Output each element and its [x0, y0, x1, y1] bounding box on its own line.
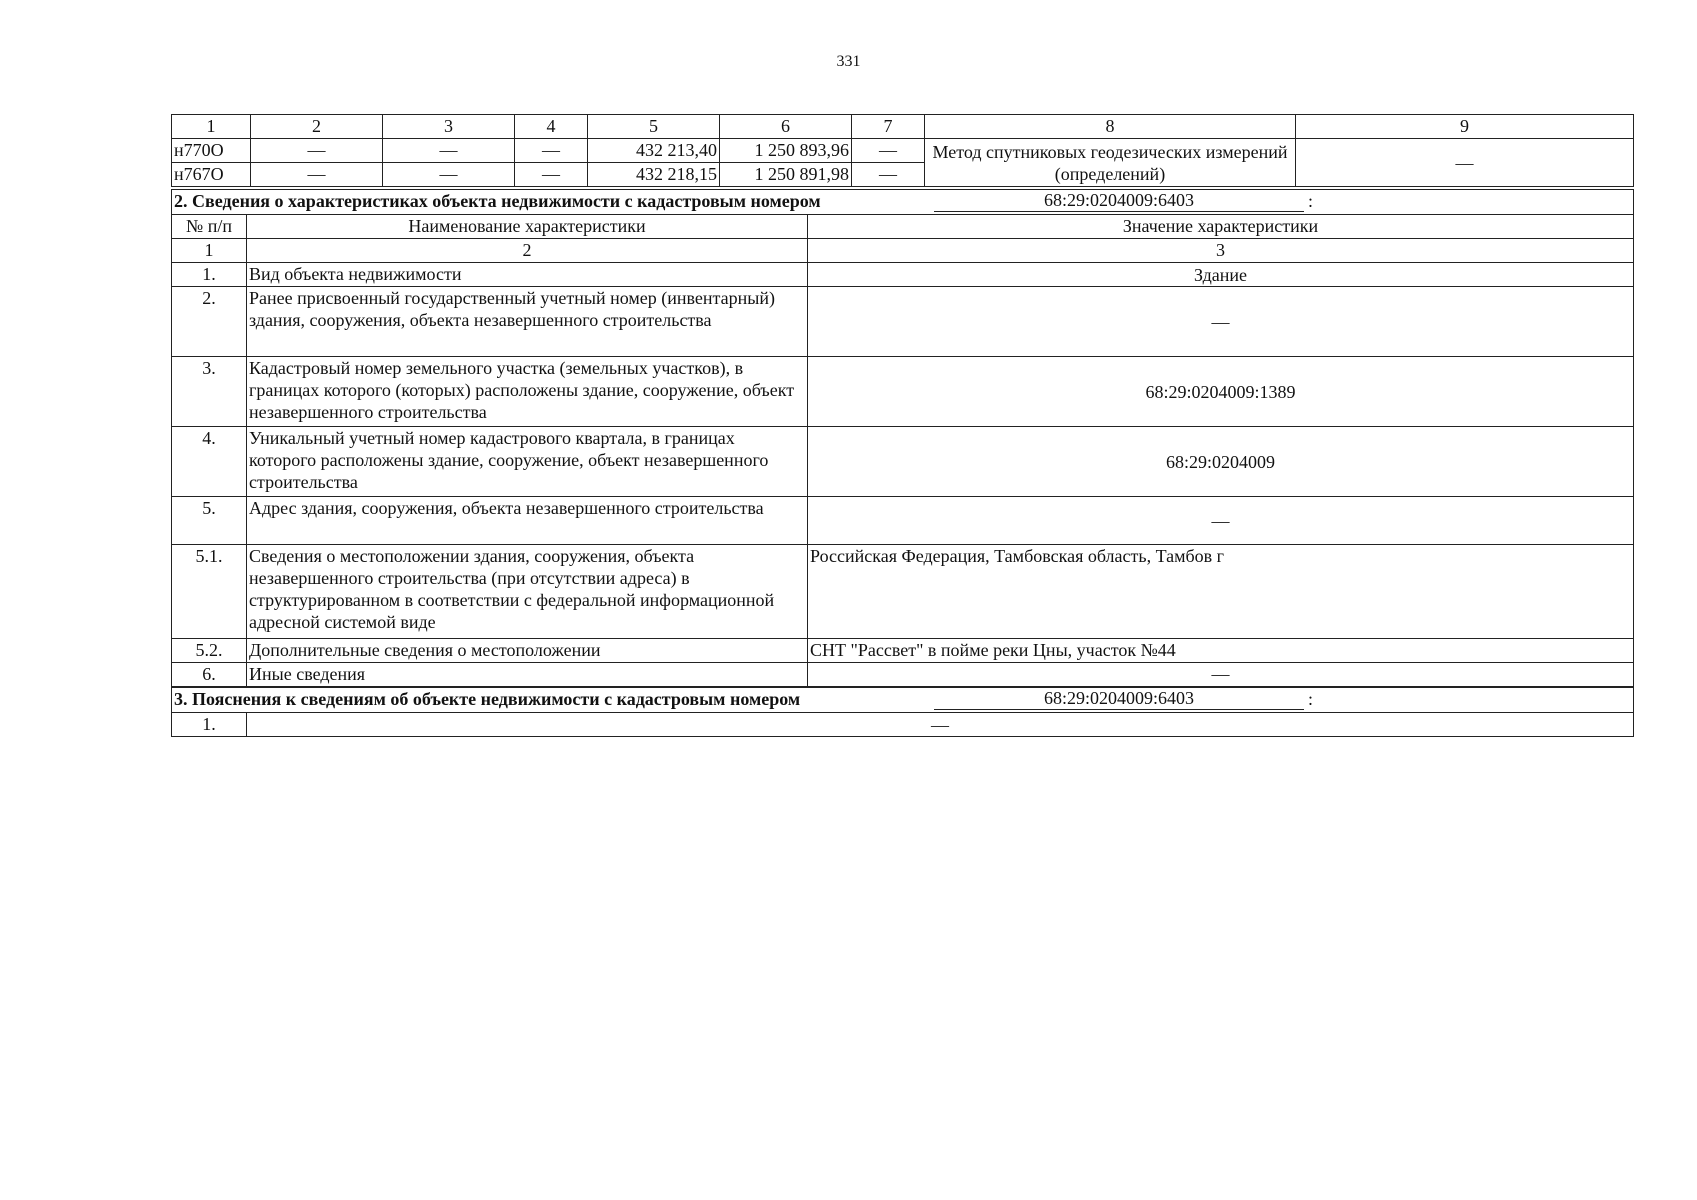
empty-dash: — — [1296, 139, 1634, 187]
page-number: 331 — [836, 53, 861, 70]
characteristic-row — [172, 545, 1634, 639]
empty-dash: — — [251, 163, 383, 187]
section2-heading — [172, 190, 1634, 215]
characteristic-value: СНТ "Рассвет" в пойме реки Цны, участок №44 — [808, 639, 1634, 663]
section3-title: 3. Пояснения к сведениям об объекте недвижимости с кадастровым номером — [174, 688, 801, 709]
characteristic-value: Российская Федерация, Тамбовская область, Тамбов г — [808, 545, 1634, 639]
section3-header-row — [172, 687, 1634, 713]
characteristic-row — [172, 663, 1634, 687]
coord-x: 432 213,40 — [588, 139, 720, 163]
characteristic-name: Вид объекта недвижимости — [247, 263, 808, 287]
method-cell: Метод спутниковых геодезических измерений (определений) — [925, 139, 1296, 187]
row-number: 5. — [172, 497, 247, 545]
row-number: 4. — [172, 427, 247, 497]
coords-col-number: 1 — [172, 115, 251, 139]
row-number: 5.2. — [172, 639, 247, 663]
col-header-value: Значение характеристики — [808, 215, 1634, 239]
characteristic-name: Кадастровый номер земельного участка (земельных участков), в границах которого (которых) расположены здание, сооружение, объект незавершенного строительства — [247, 357, 808, 427]
characteristic-row — [172, 639, 1634, 663]
coords-col-number: 9 — [1296, 115, 1634, 139]
empty-dash: — — [852, 163, 925, 187]
row-number: 2. — [172, 287, 247, 357]
explanation-row — [172, 713, 1634, 737]
section2-header-row — [172, 190, 1634, 215]
coords-header-row — [172, 115, 1634, 139]
empty-dash: — — [515, 139, 588, 163]
characteristic-value: — — [808, 497, 1634, 545]
empty-dash: — — [383, 163, 515, 187]
column-numbers-row — [172, 239, 1634, 263]
characteristics-table — [171, 189, 1634, 737]
section3-colon: : — [1308, 688, 1314, 709]
characteristic-row — [172, 427, 1634, 497]
coord-y: 1 250 893,96 — [720, 139, 852, 163]
characteristic-value: Здание — [808, 263, 1634, 287]
col-number: 2 — [247, 239, 808, 263]
characteristic-name: Сведения о местоположении здания, сооружения, объекта незавершенного строительства (при отсутствии адреса) в структурированном в соответствии с федеральной информационной адресной системой виде — [247, 545, 808, 639]
characteristic-value: — — [808, 287, 1634, 357]
characteristic-value: 68:29:0204009 — [808, 427, 1634, 497]
col-number: 1 — [172, 239, 247, 263]
coords-col-number: 7 — [852, 115, 925, 139]
characteristic-name: Адрес здания, сооружения, объекта незавершенного строительства — [247, 497, 808, 545]
point-name: н770О — [172, 139, 251, 163]
characteristic-name: Иные сведения — [247, 663, 808, 687]
empty-dash: — — [852, 139, 925, 163]
row-number: 3. — [172, 357, 247, 427]
row-number: 1. — [172, 713, 247, 737]
coords-row — [172, 139, 1634, 163]
coords-col-number: 4 — [515, 115, 588, 139]
coords-col-number: 2 — [251, 115, 383, 139]
characteristic-row — [172, 263, 1634, 287]
coordinates-table — [171, 114, 1634, 187]
coords-col-number: 3 — [383, 115, 515, 139]
section2-cadastral-number: 68:29:0204009:6403 — [934, 190, 1304, 212]
coords-col-number: 5 — [588, 115, 720, 139]
row-number: 1. — [172, 263, 247, 287]
col-header-number: № п/п — [172, 215, 247, 239]
section2-title: 2. Сведения о характеристиках объекта недвижимости с кадастровым номером — [174, 191, 821, 211]
characteristic-name: Ранее присвоенный государственный учетный номер (инвентарный) здания, сооружения, объекта незавершенного строительства — [247, 287, 808, 357]
point-name: н767О — [172, 163, 251, 187]
col-number: 3 — [808, 239, 1634, 263]
column-headers-row — [172, 215, 1634, 239]
coord-y: 1 250 891,98 — [720, 163, 852, 187]
characteristic-value: — — [808, 663, 1634, 687]
coord-x: 432 218,15 — [588, 163, 720, 187]
empty-dash: — — [383, 139, 515, 163]
section3-heading — [172, 687, 1634, 713]
characteristic-row — [172, 287, 1634, 357]
col-header-name: Наименование характеристики — [247, 215, 808, 239]
characteristic-row — [172, 357, 1634, 427]
coords-col-number: 6 — [720, 115, 852, 139]
coords-col-number: 8 — [925, 115, 1296, 139]
characteristic-name: Дополнительные сведения о местоположении — [247, 639, 808, 663]
section3-cadastral-number: 68:29:0204009:6403 — [934, 688, 1304, 710]
row-number: 5.1. — [172, 545, 247, 639]
empty-dash: — — [515, 163, 588, 187]
characteristic-name: Уникальный учетный номер кадастрового квартала, в границах которого расположены здание, сооружение, объект незавершенного строительства — [247, 427, 808, 497]
explanation-value: — — [247, 713, 1634, 737]
row-number: 6. — [172, 663, 247, 687]
section2-colon: : — [1308, 191, 1314, 211]
characteristic-row — [172, 497, 1634, 545]
empty-dash: — — [251, 139, 383, 163]
characteristic-value: 68:29:0204009:1389 — [808, 357, 1634, 427]
